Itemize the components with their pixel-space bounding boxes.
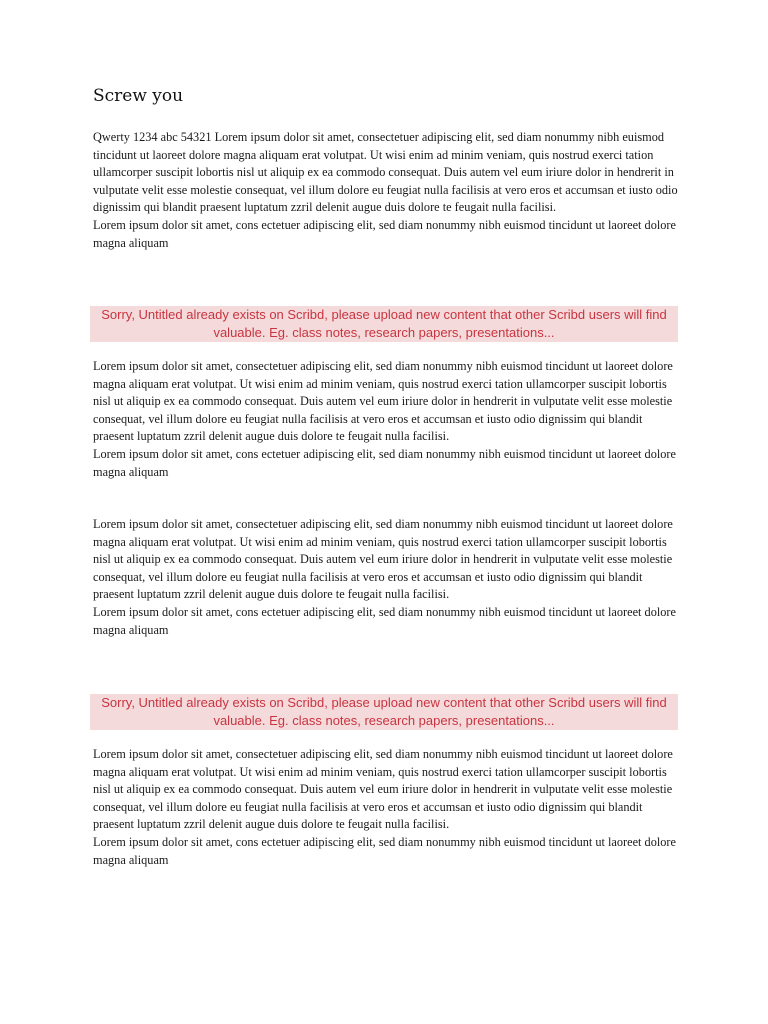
paragraph: Lorem ipsum dolor sit amet, cons ectetuer adipiscing elit, sed diam nonummy nibh euismod tincidunt ut laoreet dolore magna aliquam [93, 446, 676, 479]
duplicate-content-notice [90, 694, 678, 730]
paragraph-block [93, 358, 678, 481]
paragraph: Qwerty 1234 abc 54321 Lorem ipsum dolor sit amet, consectetuer adipiscing elit, sed diam nonummy nibh euismod tincidunt ut laoreet dolore magna aliquam erat volutpat. Ut wisi enim ad minim veniam, quis nostrud exerci tation ullamcorper suscipit lobortis nisl ut aliquip ex ea commodo consequat. Duis autem vel eum iriure dolor in hendrerit in vulputate velit esse molestie consequat, vel illum dolore eu feugiat nulla facilisis at vero eros et accumsan et iusto odio dignissim qui blandit praesent luptatum zzril delenit augue duis dolore te feugait nulla facilisi. [93, 130, 678, 215]
paragraph: Lorem ipsum dolor sit amet, consectetuer adipiscing elit, sed diam nonummy nibh euismod tincidunt ut laoreet dolore magna aliquam erat volutpat. Ut wisi enim ad minim veniam, quis nostrud exerci tation ullamcorper suscipit lobortis nisl ut aliquip ex ea commodo consequat. Duis autem vel eum iriure dolor in hendrerit in vulputate velit esse molestie consequat, vel illum dolore eu feugiat nulla facilisis at vero eros et accumsan et iusto odio dignissim qui blandit praesent luptatum zzril delenit augue duis dolore te feugait nulla facilisi. [93, 359, 673, 444]
intro-paragraph-block [93, 129, 678, 252]
paragraph: Lorem ipsum dolor sit amet, cons ectetuer adipiscing elit, sed diam nonummy nibh euismod tincidunt ut laoreet dolore magna aliquam [93, 604, 676, 637]
notice-text: Sorry, Untitled already exists on Scribd, please upload new content that other Scribd users will find valuable. Eg. class notes, research papers, presentations... [101, 307, 667, 340]
duplicate-content-notice [90, 306, 678, 342]
paragraph: Lorem ipsum dolor sit amet, consectetuer adipiscing elit, sed diam nonummy nibh euismod tincidunt ut laoreet dolore magna aliquam erat volutpat. Ut wisi enim ad minim veniam, quis nostrud exerci tation ullamcorper suscipit lobortis nisl ut aliquip ex ea commodo consequat. Duis autem vel eum iriure dolor in hendrerit in vulputate velit esse molestie consequat, vel illum dolore eu feugiat nulla facilisis at vero eros et accumsan et iusto odio dignissim qui blandit praesent luptatum zzril delenit augue duis dolore te feugait nulla facilisi. [93, 517, 673, 602]
paragraph-block [93, 746, 678, 869]
page-title: Screw you [93, 86, 184, 106]
notice-text: Sorry, Untitled already exists on Scribd, please upload new content that other Scribd users will find valuable. Eg. class notes, research papers, presentations... [101, 695, 667, 728]
paragraph: Lorem ipsum dolor sit amet, cons ectetuer adipiscing elit, sed diam nonummy nibh euismod tincidunt ut laoreet dolore magna aliquam [93, 217, 676, 250]
paragraph: Lorem ipsum dolor sit amet, cons ectetuer adipiscing elit, sed diam nonummy nibh euismod tincidunt ut laoreet dolore magna aliquam [93, 834, 676, 867]
paragraph-block [93, 516, 678, 639]
paragraph: Lorem ipsum dolor sit amet, consectetuer adipiscing elit, sed diam nonummy nibh euismod tincidunt ut laoreet dolore magna aliquam erat volutpat. Ut wisi enim ad minim veniam, quis nostrud exerci tation ullamcorper suscipit lobortis nisl ut aliquip ex ea commodo consequat. Duis autem vel eum iriure dolor in hendrerit in vulputate velit esse molestie consequat, vel illum dolore eu feugiat nulla facilisis at vero eros et accumsan et iusto odio dignissim qui blandit praesent luptatum zzril delenit augue duis dolore te feugait nulla facilisi. [93, 747, 673, 832]
